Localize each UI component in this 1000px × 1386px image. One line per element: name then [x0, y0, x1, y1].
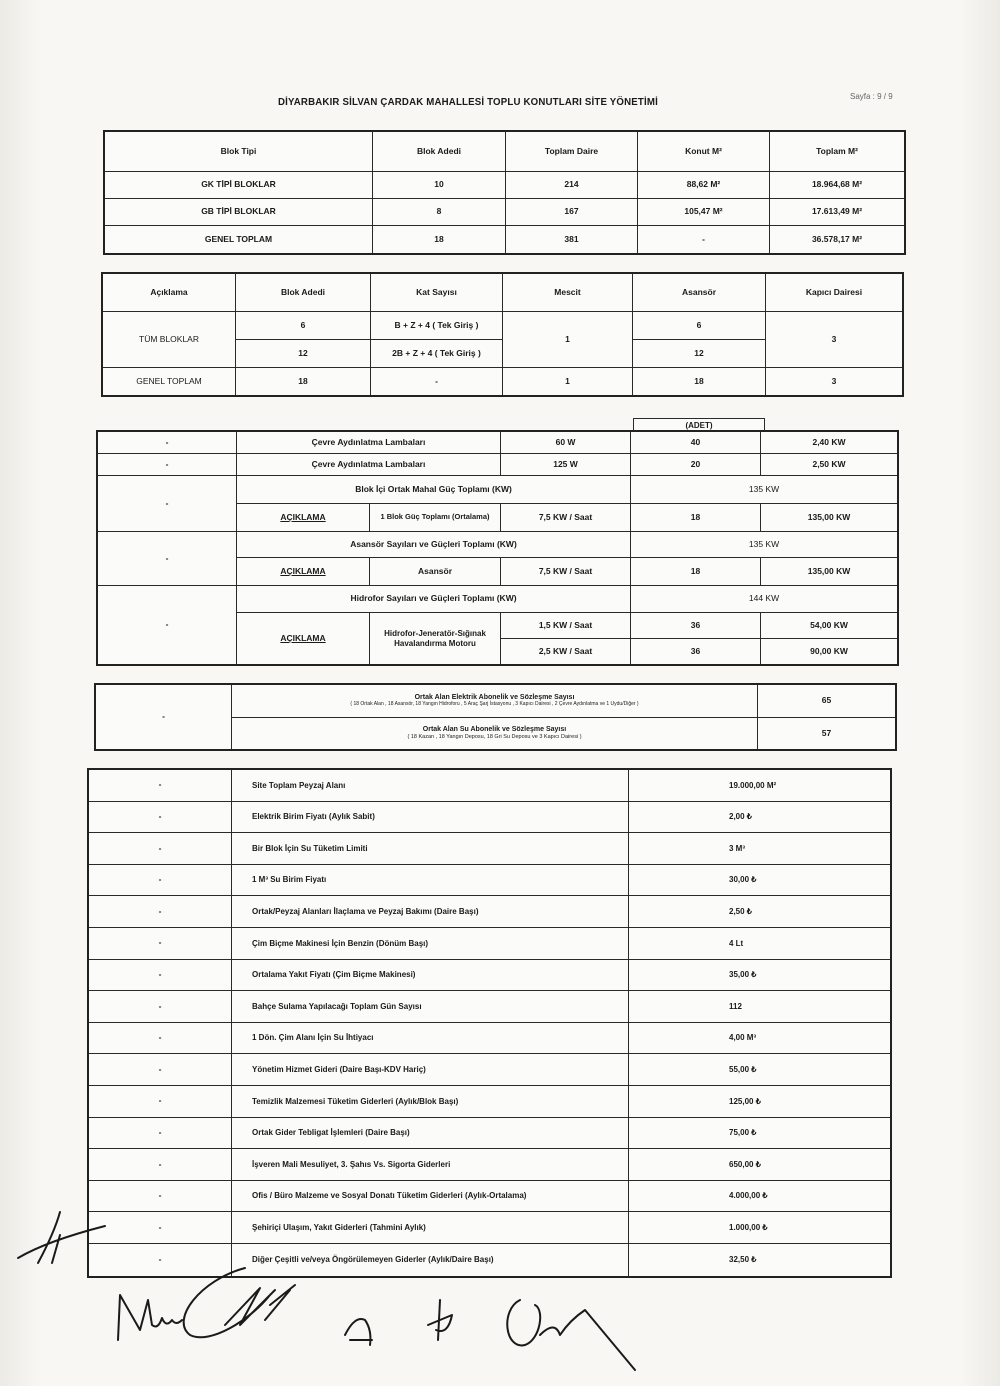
bullet: - — [89, 1022, 232, 1054]
cell: 12 — [633, 340, 766, 368]
table-row — [89, 1117, 891, 1149]
header-cell: Blok Adedi — [236, 274, 371, 312]
note-label: AÇIKLAMA — [237, 504, 370, 532]
parameter-value: 35,00 ₺ — [629, 959, 891, 991]
parameter-label: Bahçe Sulama Yapılacağı Toplam Gün Sayısı — [232, 991, 629, 1023]
table-row — [89, 1022, 891, 1054]
table-row — [89, 801, 891, 833]
bullet: - — [89, 1149, 232, 1181]
cell: Çevre Aydınlatma Lambaları — [237, 454, 501, 476]
total-row — [103, 368, 903, 396]
parameter-label: 1 Dön. Çim Alanı İçin Su İhtiyacı — [232, 1022, 629, 1054]
cell: 65 — [758, 685, 896, 718]
parameter-value: 2,50 ₺ — [629, 896, 891, 928]
table-row — [89, 991, 891, 1023]
cell: 18.964,68 M² — [770, 172, 905, 199]
section-title-row — [98, 586, 898, 613]
header-cell: Açıklama — [103, 274, 236, 312]
cell: 57 — [758, 718, 896, 750]
bullet: - — [89, 1054, 232, 1086]
total-row — [105, 226, 905, 254]
cell: GK TİPİ BLOKLAR — [105, 172, 373, 199]
parameter-label: Ortak Gider Tebligat İşlemleri (Daire Başı) — [232, 1117, 629, 1149]
bullet: - — [89, 1180, 232, 1212]
bullet: - — [98, 532, 237, 586]
bullet: - — [89, 770, 232, 802]
table-row — [89, 1180, 891, 1212]
bullet: - — [89, 991, 232, 1023]
page-number: Sayfa : 9 / 9 — [850, 92, 893, 101]
table-row — [89, 770, 891, 802]
parameter-value: 4,00 M³ — [629, 1022, 891, 1054]
cell: 36.578,17 M² — [770, 226, 905, 254]
cell: 8 — [373, 199, 506, 226]
bullet: - — [96, 685, 232, 750]
cell: 36 — [631, 639, 761, 665]
adet-label: (ADET) — [633, 418, 765, 432]
cell — [232, 718, 758, 750]
parameter-value: 19.000,00 M² — [629, 770, 891, 802]
detail: 1 Blok Güç Toplamı (Ortalama) — [370, 504, 501, 532]
cell: 36 — [631, 613, 761, 639]
table-row — [89, 959, 891, 991]
table-row — [103, 312, 903, 340]
cell: GB TİPİ BLOKLAR — [105, 199, 373, 226]
table-row — [89, 1149, 891, 1181]
cell: 90,00 KW — [761, 639, 898, 665]
parameter-value: 4 Lt — [629, 927, 891, 959]
cell: 105,47 M² — [638, 199, 770, 226]
parameter-label: Bir Blok İçin Su Tüketim Limiti — [232, 833, 629, 865]
table-row — [89, 896, 891, 928]
table-header-row — [105, 132, 905, 172]
parameter-label: Şehiriçi Ulaşım, Yakıt Giderleri (Tahmini Aylık) — [232, 1212, 629, 1244]
parameter-label: Elektrik Birim Fiyatı (Aylık Sabit) — [232, 801, 629, 833]
cell: 135,00 KW — [761, 504, 898, 532]
cell: 381 — [506, 226, 638, 254]
cell: 125 W — [501, 454, 631, 476]
parameter-label: Site Toplam Peyzaj Alanı — [232, 770, 629, 802]
bullet: - — [98, 476, 237, 532]
bullet: - — [89, 833, 232, 865]
bullet: - — [89, 1117, 232, 1149]
cell: 2,50 KW — [761, 454, 898, 476]
table-row — [89, 1212, 891, 1244]
header-cell: Kat Sayısı — [371, 274, 503, 312]
cell: 2B + Z + 4 ( Tek Giriş ) — [371, 340, 503, 368]
parameter-label: Ofis / Büro Malzeme ve Sosyal Donatı Tüketim Giderleri (Aylık-Ortalama) — [232, 1180, 629, 1212]
table-row — [89, 833, 891, 865]
cell: 7,5 KW / Saat — [501, 504, 631, 532]
section-title: Asansör Sayıları ve Güçleri Toplamı (KW) — [237, 532, 631, 558]
bullet: - — [89, 896, 232, 928]
header-cell: Toplam M² — [770, 132, 905, 172]
cell: 18 — [631, 504, 761, 532]
cell: - — [638, 226, 770, 254]
header-cell: Kapıcı Dairesi — [766, 274, 903, 312]
table-row — [89, 1243, 891, 1276]
table-row — [89, 927, 891, 959]
parameter-label: İşveren Mali Mesuliyet, 3. Şahıs Vs. Sigorta Giderleri — [232, 1149, 629, 1181]
section-value: 144 KW — [631, 586, 898, 613]
parameter-label: Temizlik Malzemesi Tüketim Giderleri (Aylık/Blok Başı) — [232, 1085, 629, 1117]
cell: 214 — [506, 172, 638, 199]
parameter-value: 2,00 ₺ — [629, 801, 891, 833]
table-row — [89, 1054, 891, 1086]
parameter-value: 32,50 ₺ — [629, 1243, 891, 1276]
table-row — [105, 172, 905, 199]
bullet: - — [89, 1212, 232, 1244]
section-title-row — [98, 476, 898, 504]
cell: 167 — [506, 199, 638, 226]
cell: 1 — [503, 368, 633, 396]
table-row — [96, 685, 896, 718]
row-title: Ortak Alan Elektrik Abonelik ve Sözleşme Sayısı — [414, 694, 575, 702]
block-type-table — [104, 131, 905, 254]
note-label: AÇIKLAMA — [237, 558, 370, 586]
parameter-value: 650,00 ₺ — [629, 1149, 891, 1181]
parameter-label: Yönetim Hizmet Gideri (Daire Başı-KDV Hariç) — [232, 1054, 629, 1086]
parameter-label: Diğer Çeşitli ve/veya Öngörülemeyen Giderler (Aylık/Daire Başı) — [232, 1243, 629, 1276]
bullet: - — [89, 801, 232, 833]
block-features-table — [102, 273, 903, 396]
bullet: - — [89, 1243, 232, 1276]
cell — [232, 685, 758, 718]
cell: Çevre Aydınlatma Lambaları — [237, 432, 501, 454]
cell: 12 — [236, 340, 371, 368]
detail: Hidrofor-Jeneratör-Sığınak Havalandırma Motoru — [370, 613, 501, 665]
bullet: - — [89, 959, 232, 991]
bullet: - — [89, 864, 232, 896]
header-cell: Asansör — [633, 274, 766, 312]
parameter-value: 125,00 ₺ — [629, 1085, 891, 1117]
bullet: - — [89, 1085, 232, 1117]
subscription-table — [95, 684, 896, 750]
table-row — [98, 454, 898, 476]
cell: 18 — [633, 368, 766, 396]
table-row — [105, 199, 905, 226]
parameter-label: Ortalama Yakıt Fiyatı (Çim Biçme Makinesi) — [232, 959, 629, 991]
parameter-value: 1.000,00 ₺ — [629, 1212, 891, 1244]
section-value: 135 KW — [631, 532, 898, 558]
parameter-label: Çim Biçme Makinesi İçin Benzin (Dönüm Başı) — [232, 927, 629, 959]
bullet: - — [98, 586, 237, 665]
document-title: DİYARBAKIR SİLVAN ÇARDAK MAHALLESİ TOPLU KONUTLARI SİTE YÖNETİMİ — [278, 96, 658, 108]
cell: 18 — [631, 558, 761, 586]
table-header-row — [103, 274, 903, 312]
cell: 1,5 KW / Saat — [501, 613, 631, 639]
detail: Asansör — [370, 558, 501, 586]
cell: 3 — [766, 312, 903, 368]
cell: 54,00 KW — [761, 613, 898, 639]
parameter-label: Ortak/Peyzaj Alanları İlaçlama ve Peyzaj Bakımı (Daire Başı) — [232, 896, 629, 928]
row-detail: ( 18 Ortak Alan , 18 Asansör, 18 Yangın Hidroforu , 5 Araç Şarj İstasyonu , 3 Kapıcı Dairesi , 2 Çevre Aydınlatma ve 1 Uydu/Diğer ) — [350, 701, 639, 708]
note-label: AÇIKLAMA — [237, 613, 370, 665]
cell: 88,62 M² — [638, 172, 770, 199]
cell: 18 — [236, 368, 371, 396]
table-row — [98, 432, 898, 454]
cell: 20 — [631, 454, 761, 476]
header-cell: Blok Adedi — [373, 132, 506, 172]
cell: 135,00 KW — [761, 558, 898, 586]
header-cell: Toplam Daire — [506, 132, 638, 172]
cell: - — [371, 368, 503, 396]
cell: 2,5 KW / Saat — [501, 639, 631, 665]
parameter-value: 3 M³ — [629, 833, 891, 865]
section-value: 135 KW — [631, 476, 898, 504]
parameter-value: 55,00 ₺ — [629, 1054, 891, 1086]
header-cell: Konut M² — [638, 132, 770, 172]
table-row — [89, 1085, 891, 1117]
parameter-value: 112 — [629, 991, 891, 1023]
bullet: - — [98, 432, 237, 454]
parameter-label: 1 M³ Su Birim Fiyatı — [232, 864, 629, 896]
cell: B + Z + 4 ( Tek Giriş ) — [371, 312, 503, 340]
bullet: - — [89, 927, 232, 959]
parameter-value: 4.000,00 ₺ — [629, 1180, 891, 1212]
table-row — [89, 864, 891, 896]
cell: 17.613,49 M² — [770, 199, 905, 226]
header-cell: Mescit — [503, 274, 633, 312]
cell: 6 — [236, 312, 371, 340]
section-title: Blok İçi Ortak Mahal Güç Toplamı (KW) — [237, 476, 631, 504]
cell: 1 — [503, 312, 633, 368]
bullet: - — [98, 454, 237, 476]
cell: 2,40 KW — [761, 432, 898, 454]
cell: GENEL TOPLAM — [103, 368, 236, 396]
header-cell: Blok Tipi — [105, 132, 373, 172]
power-table — [97, 431, 898, 665]
cell: 3 — [766, 368, 903, 396]
cell: 6 — [633, 312, 766, 340]
row-title: Ortak Alan Su Abonelik ve Sözleşme Sayısı — [422, 726, 567, 734]
row-detail: ( 18 Kazan , 18 Yangın Deposu, 18 Gri Su Deposu ve 3 Kapıcı Dairesi ) — [407, 734, 582, 741]
cell: 18 — [373, 226, 506, 254]
cell: 40 — [631, 432, 761, 454]
parameter-value: 30,00 ₺ — [629, 864, 891, 896]
cell: 10 — [373, 172, 506, 199]
cell: 60 W — [501, 432, 631, 454]
group-label: TÜM BLOKLAR — [103, 312, 236, 368]
cell: 7,5 KW / Saat — [501, 558, 631, 586]
section-title: Hidrofor Sayıları ve Güçleri Toplamı (KW) — [237, 586, 631, 613]
parameter-value: 75,00 ₺ — [629, 1117, 891, 1149]
cost-parameters-table — [88, 769, 891, 1277]
cell: GENEL TOPLAM — [105, 226, 373, 254]
section-title-row — [98, 532, 898, 558]
